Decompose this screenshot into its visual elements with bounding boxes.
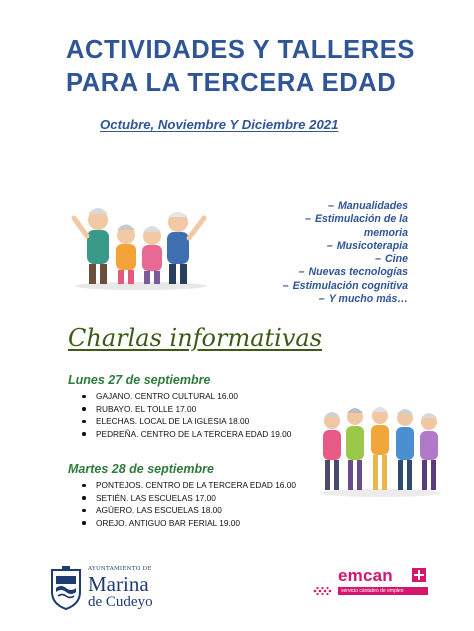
activity-item: – Cine [375, 253, 408, 266]
session-item: PEDREÑA. CENTRO DE LA TERCERA EDAD 19.00 [80, 428, 291, 441]
activity-item: – Musicoterapia [326, 239, 408, 252]
activity-item-continuation: memoria [363, 226, 408, 239]
activity-item: – Estimulación de la [305, 213, 408, 226]
activity-item: – Y mucho más… [318, 293, 408, 306]
activity-item: – Nuevas tecnologías [298, 266, 408, 279]
coat-of-arms-icon [50, 566, 82, 610]
session-item: AGÜERO. LAS ESCUELAS 18.00 [80, 504, 296, 517]
ayuntamiento-logo [50, 566, 190, 614]
emcan-logo [312, 566, 430, 598]
day-2-sessions [80, 479, 296, 529]
title-line-2: PARA LA TERCERA EDAD [66, 69, 397, 97]
session-item: RUBAYO. EL TOLLE 17.00 [80, 403, 291, 416]
activity-item: – Estimulación cognitiva [282, 279, 408, 292]
ayto-name-line-2: de Cudeyo [88, 594, 153, 610]
session-item: PONTEJOS. CENTRO DE LA TERCERA EDAD 16.00 [80, 479, 296, 492]
emcan-dots-icon [312, 586, 336, 596]
emcan-plus-icon [412, 568, 426, 582]
activity-item: – Manualidades [328, 200, 408, 212]
poster-title [66, 34, 446, 100]
poster-subtitle: Octubre, Noviembre Y Diciembre 2021 [100, 117, 339, 132]
day-1-sessions [80, 390, 291, 440]
seniors-group-illustration [68, 200, 214, 292]
ayto-small-label: AYUNTAMIENTO DE [88, 566, 152, 572]
emcan-wordmark: emcan [338, 566, 393, 585]
session-item: ELECHAS. LOCAL DE LA IGLESIA 18.00 [80, 415, 291, 428]
activities-list [208, 200, 408, 306]
day-2-heading: Martes 28 de septiembre [68, 462, 214, 476]
title-line-1: ACTIVIDADES Y TALLERES [66, 36, 415, 64]
charlas-heading: Charlas informativas [68, 324, 323, 352]
session-item: SETIÉN. LAS ESCUELAS 17.00 [80, 492, 296, 505]
ayto-name-line-1: Marina [88, 572, 149, 596]
seniors-row-illustration [318, 404, 444, 498]
emcan-tagline-band [338, 587, 428, 595]
emcan-tagline: servicio cántabro de empleo [341, 588, 404, 594]
session-item: GAJANO. CENTRO CULTURAL 16.00 [80, 390, 291, 403]
day-1-heading: Lunes 27 de septiembre [68, 373, 211, 387]
session-item: OREJO. ANTIGUO BAR FERIAL 19.00 [80, 517, 296, 530]
